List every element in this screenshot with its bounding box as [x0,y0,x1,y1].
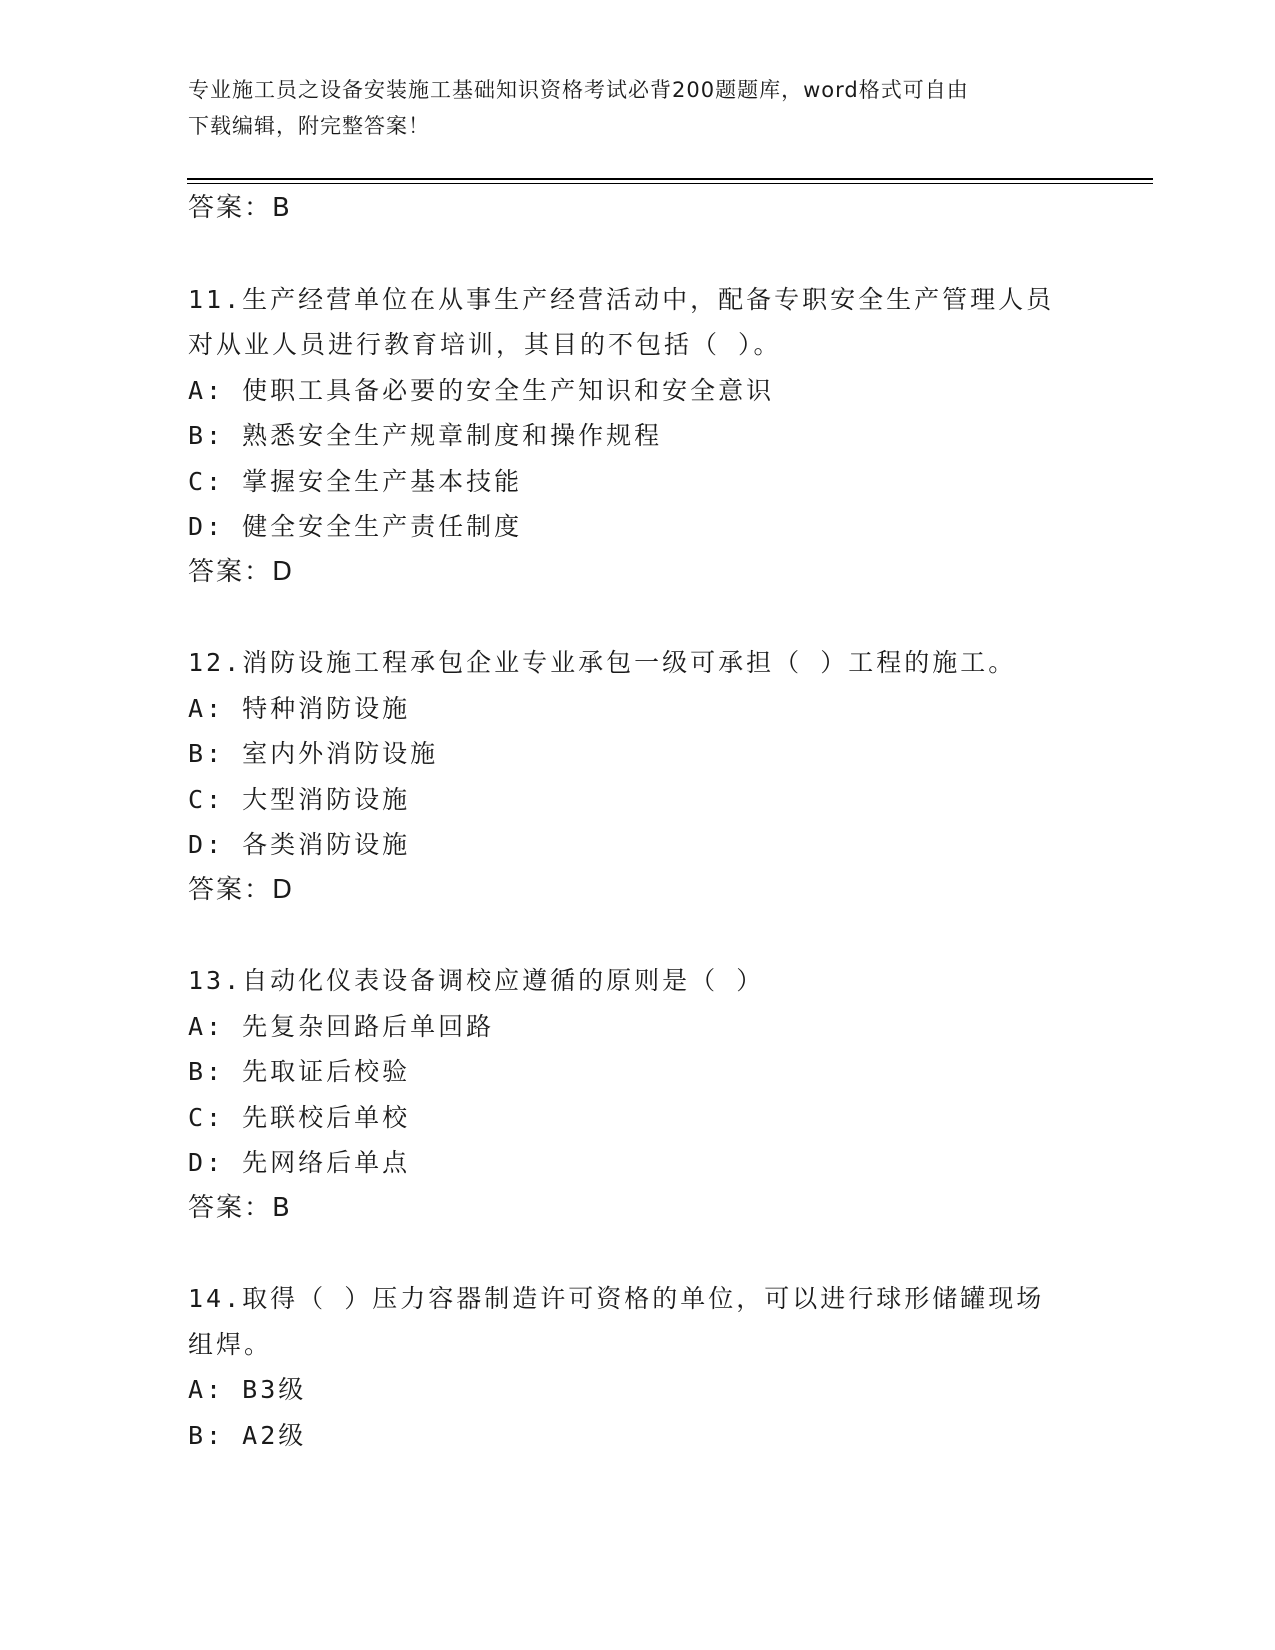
header-rule-thin [187,183,1153,184]
question-stem-line: 对从业人员进行教育培训，其目的不包括（ ）。 [188,330,782,359]
header-line-1: 专业施工员之设备安装施工基础知识资格考试必背200题题库，word格式可自由 [188,78,969,102]
question-stem-line: 12.消防设施工程承包企业专业承包一级可承担（ ）工程的施工。 [188,648,1017,677]
option-a: A: B3级 [188,1375,307,1404]
question-14 [188,1276,1088,1458]
option-a: A: 使职工具备必要的安全生产知识和安全意识 [188,375,775,405]
option-b: B: 室内外消防设施 [188,739,439,768]
header-line-2: 下载编辑，附完整答案！ [188,114,430,138]
question-12 [188,640,1088,913]
option-d: D: 先网络后单点 [188,1148,411,1177]
question-list [188,186,1088,1458]
option-b: B: 先取证后校验 [188,1057,411,1086]
question-13 [188,958,1088,1231]
question-stem-line: 13.自动化仪表设备调校应遵循的原则是（ ） [188,966,765,995]
option-c: C: 大型消防设施 [188,784,411,814]
option-a: A: 先复杂回路后单回路 [188,1011,495,1041]
option-d: D: 健全安全生产责任制度 [188,512,523,541]
answer: 答案：D [188,556,295,587]
previous-answer: 答案：B [188,193,292,223]
question-stem-line: 11.生产经营单位在从事生产经营活动中，配备专职安全生产管理人员 [188,284,1055,314]
option-b: B: 熟悉安全生产规章制度和操作规程 [188,421,663,450]
document-header [188,72,1068,144]
question-11 [188,277,1088,596]
answer: 答案：B [188,1192,292,1223]
answer: 答案：D [188,874,295,905]
header-rule-thick [187,178,1153,180]
question-stem-line: 14.取得（ ）压力容器制造许可资格的单位，可以进行球形储罐现场 [188,1284,1045,1313]
option-a: A: 特种消防设施 [188,693,411,723]
question-stem-line: 组焊。 [188,1329,273,1359]
option-c: C: 先联校后单校 [188,1102,411,1132]
option-d: D: 各类消防设施 [188,830,411,859]
option-b: B: A2级 [188,1420,307,1450]
option-c: C: 掌握安全生产基本技能 [188,466,523,496]
